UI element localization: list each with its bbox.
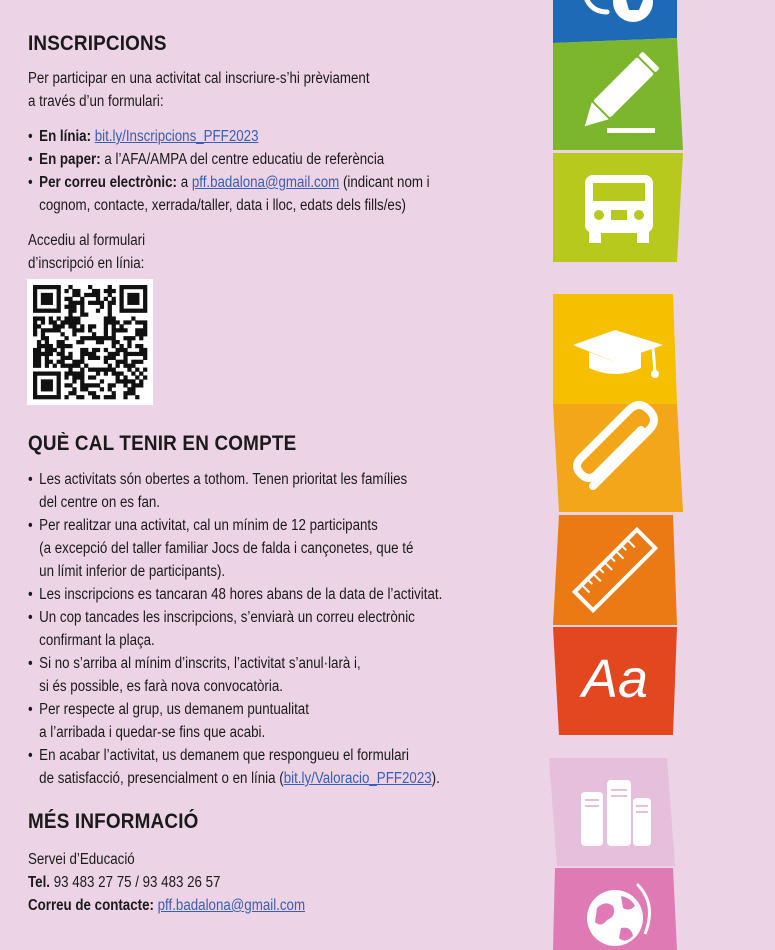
phone-numbers: 93 483 27 75 / 93 483 26 57 <box>53 874 221 891</box>
list-item <box>28 468 442 514</box>
list-item <box>28 125 430 148</box>
online-form-link[interactable]: bit.ly/Inscripcions_PFF2023 <box>94 128 259 145</box>
item-line: • Per realitzar una activitat, cal un mínim de 12 participants <box>39 517 378 534</box>
paperclip-icon <box>553 404 683 512</box>
list-item <box>28 606 442 652</box>
list-item <box>28 698 442 744</box>
intro-line-2: a través d’un formulari: <box>28 93 164 110</box>
email-label: Per correu electrònic: <box>39 174 177 191</box>
inscripcions-intro <box>28 67 370 113</box>
list-item <box>28 583 442 606</box>
globe-icon <box>553 868 677 950</box>
paper-text: a l’AFA/AMPA del centre educatiu de referència <box>104 151 385 168</box>
item-line: confirmant la plaça. <box>39 632 155 649</box>
inscription-email-link[interactable]: pff.badalona@gmail.com <box>191 174 340 191</box>
last-line-pre: de satisfacció, presencialment o en línia ( <box>39 770 284 787</box>
letters-icon-text: Aa <box>581 649 649 709</box>
pencil-icon <box>553 38 683 150</box>
contact-block <box>28 848 305 917</box>
item-line: del centre on es fan. <box>39 494 160 511</box>
item-line: • Les activitats són obertes a tothom. Tenen prioritat les famílies <box>39 471 408 488</box>
intro-line-1: Per participar en una activitat cal inscriure-s’hi prèviament <box>28 70 370 87</box>
info-title: MÉS INFORMACIÓ <box>28 810 199 833</box>
paper-label: En paper: <box>39 151 101 168</box>
qr-caption <box>28 229 145 275</box>
bus-icon <box>553 153 683 262</box>
item-line: • Si no s’arriba al mínim d’inscrits, l’activitat s’anul·larà i, <box>39 655 361 672</box>
contact-email-line <box>28 894 305 917</box>
football-icon <box>553 0 677 43</box>
inscripcions-title: INSCRIPCIONS <box>28 32 167 55</box>
last-line-post: ). <box>431 770 440 787</box>
service-name: Servei d’Educació <box>28 851 135 868</box>
item-line: • Un cop tancades les inscripcions, s’enviarà un correu electrònic <box>39 609 415 626</box>
valoracio-link[interactable]: bit.ly/Valoracio_PFF2023 <box>283 770 432 787</box>
qr-caption-line-2: d’inscripció en línia: <box>28 255 145 272</box>
compte-list <box>28 468 442 790</box>
books-icon <box>549 758 675 866</box>
qr-code[interactable] <box>27 279 153 405</box>
graduation-cap-icon <box>553 294 677 404</box>
list-item <box>28 744 442 790</box>
item-line: (a excepció del taller familiar Jocs de falda i cançonetes, que té <box>39 540 414 557</box>
email-pre: a <box>180 174 189 191</box>
phone-line <box>28 871 305 894</box>
online-label: En línia: <box>39 128 92 145</box>
phone-label: Tel. <box>28 874 50 891</box>
inscription-methods-list <box>28 125 430 217</box>
list-item <box>28 148 430 171</box>
qr-caption-line-1: Accediu al formulari <box>28 232 146 249</box>
item-line: si és possible, es farà nova convocatòria. <box>39 678 283 695</box>
item-line: • Les inscripcions es tancaran 48 hores abans de la data de l’activitat. <box>39 586 443 603</box>
contact-email-link[interactable]: pff.badalona@gmail.com <box>157 897 306 914</box>
ruler-icon <box>553 515 677 625</box>
item-line: un límit inferior de participants). <box>39 563 226 580</box>
item-line <box>39 767 442 790</box>
qr-code-image <box>27 279 153 405</box>
list-item <box>28 171 430 217</box>
compte-title: QUÈ CAL TENIR EN COMPTE <box>28 432 297 455</box>
letters-icon <box>553 627 677 735</box>
email-text-2: cognom, contacte, xerrada/taller, data i lloc, edats dels fills/es) <box>39 197 406 214</box>
item-line: • En acabar l’activitat, us demanem que respongueu el formulari <box>39 747 409 764</box>
list-item <box>28 652 442 698</box>
icon-strip <box>545 0 695 950</box>
item-line: • Per respecte al grup, us demanem puntualitat <box>39 701 309 718</box>
list-item <box>28 514 442 583</box>
email-text-1: (indicant nom i <box>342 174 430 191</box>
item-line: a l’arribada i quedar-se fins que acabi. <box>39 724 266 741</box>
contact-email-label: Correu de contacte: <box>28 897 154 914</box>
